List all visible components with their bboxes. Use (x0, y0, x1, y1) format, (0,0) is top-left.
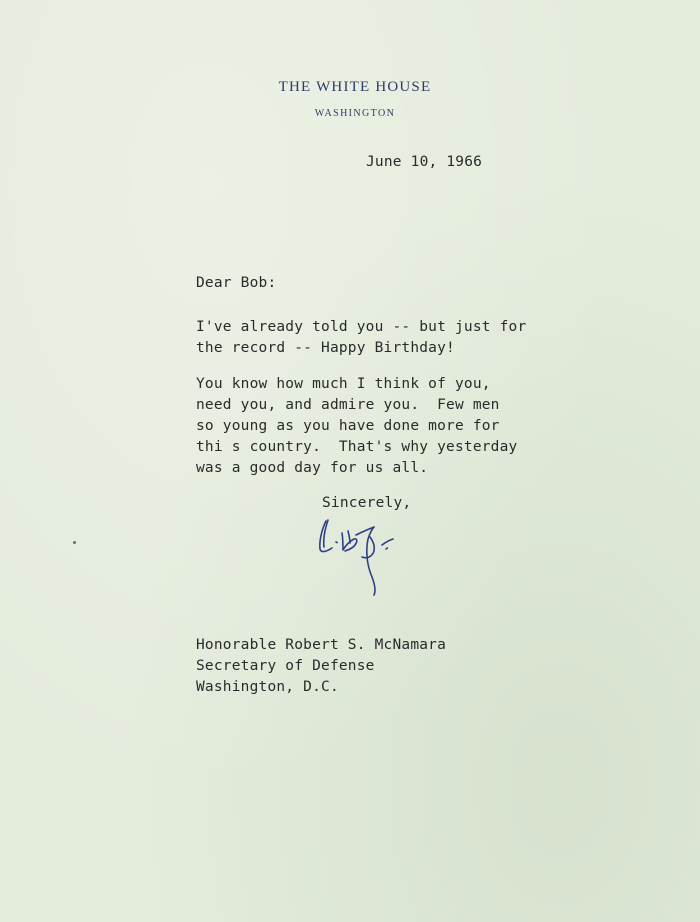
closing: Sincerely, (322, 495, 412, 511)
paragraph-2 (196, 374, 517, 479)
letter-date: June 10, 1966 (366, 154, 483, 170)
recipient-line: Honorable Robert S. McNamara (196, 637, 447, 653)
paragraph-line: was a good day for us all. (196, 460, 429, 476)
paragraph-line: You know how much I think of you, (196, 376, 491, 392)
letterhead-title: THE WHITE HOUSE (278, 79, 432, 95)
paragraph-line: the record -- Happy Birthday! (196, 340, 455, 356)
paragraph-line: so young as you have done more for (196, 418, 500, 434)
paper-speck (73, 541, 76, 544)
recipient-line: Washington, D.C. (196, 679, 339, 695)
recipient-address (196, 635, 446, 698)
signature-image (312, 515, 412, 600)
recipient-line: Secretary of Defense (196, 658, 375, 674)
salutation: Dear Bob: (196, 275, 277, 291)
paragraph-1 (196, 317, 526, 359)
paragraph-line: thi s country. That's why yesterday (196, 439, 518, 455)
paragraph-line: need you, and admire you. Few men (196, 397, 500, 413)
letterhead-city: WASHINGTON (314, 108, 396, 119)
paragraph-line: I've already told you -- but just for (196, 319, 527, 335)
